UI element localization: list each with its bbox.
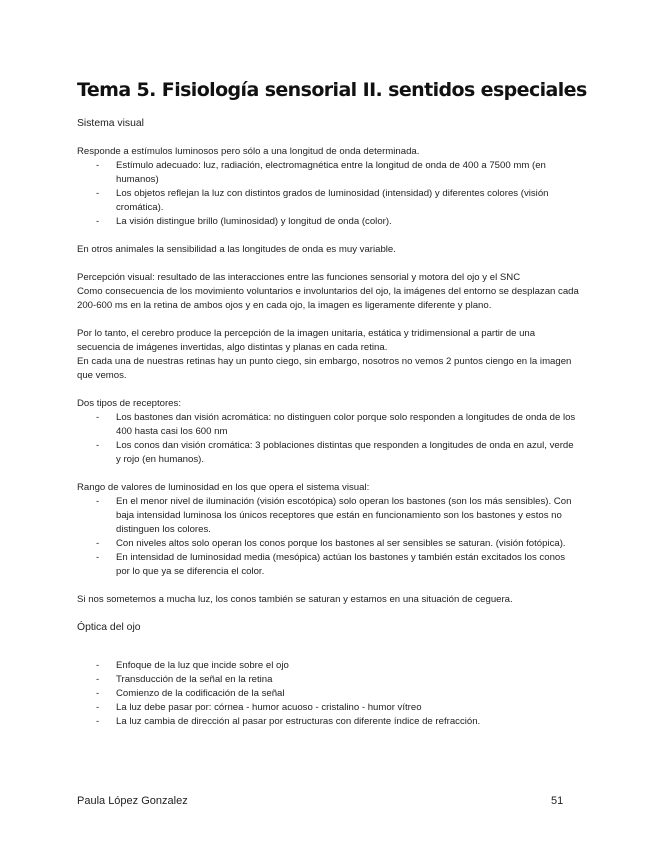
page-title: Tema 5. Fisiología sensorial II. sentidos especiales (77, 79, 587, 101)
optics-list (77, 659, 579, 729)
paragraph-brain-2: En cada una de nuestras retinas hay un punto ciego, sin embargo, nosotros no vemos 2 puntos ciengo en la imagen que vemos. (77, 356, 572, 381)
paragraph-brain-1: Por lo tanto, el cerebro produce la percepción de la imagen unitaria, estática y tridimensional a partir de una secuencia de imágenes invertidas, algo distintas y planas en cada retina. (77, 328, 536, 353)
paragraph-animals: En otros animales la sensibilidad a las longitudes de onda es muy variable. (77, 244, 396, 255)
paragraph-intro: Responde a estímulos luminosos pero sólo a una longitud de onda determinada. (77, 146, 420, 157)
list-item: - Enfoque de la luz que incide sobre el ojo (77, 659, 579, 673)
list-item: - Los bastones dan visión acromática: no distinguen color porque solo responden a longitudes de onda de los 400 hasta casi los 600 nm (77, 411, 579, 439)
list-item: - Transducción de la señal en la retina (77, 673, 579, 687)
page-content (77, 117, 579, 743)
paragraph-perception-2: Como consecuencia de los movimiento voluntarios e involuntarios del ojo, la imágenes del entorno se desplazan cada 200-600 ms en la retina de ambos ojos y en cada ojo, la imagen es ligeramente diferente y plano. (77, 286, 579, 311)
list-item: - La luz cambia de dirección al pasar por estructuras con diferente índice de refracción. (77, 715, 579, 729)
list-item: - En intensidad de luminosidad media (mesópica) actúan los bastones y también están excitados los conos por lo que ya se diferencia el color. (77, 551, 579, 579)
receptors-list (77, 411, 579, 467)
luminosity-range-list (77, 495, 579, 579)
footer-author: Paula López Gonzalez (77, 795, 188, 807)
paragraph-range-intro: Rango de valores de luminosidad en los que opera el sistema visual: (77, 482, 370, 493)
list-item: - Los conos dan visión cromática: 3 poblaciones distintas que responden a longitudes de onda en azul, verde y rojo (en humanos). (77, 439, 579, 467)
list-item: - La luz debe pasar por: córnea - humor acuoso - cristalino - humor vítreo (77, 701, 579, 715)
stimulus-list (77, 159, 579, 229)
list-item: - Estímulo adecuado: luz, radiación, electromagnética entre la longitud de onda de 400 a 7500 mm (en humanos) (77, 159, 579, 187)
footer-page-number: 51 (551, 795, 564, 807)
section-heading-eye-optics: Óptica del ojo (77, 622, 141, 633)
section-heading-visual-system: Sistema visual (77, 118, 144, 129)
list-item: - En el menor nivel de iluminación (visión escotópica) solo operan los bastones (son los más sensibles). Con baja intensidad luminosa los únicos receptores que están en funcionamiento son los bastones y estos no distinguen los colores. (77, 495, 579, 537)
list-item: - Los objetos reflejan la luz con distintos grados de luminosidad (intensidad) y diferentes colores (visión cromática). (77, 187, 579, 215)
paragraph-perception-1: Percepción visual: resultado de las interacciones entre las funciones sensorial y motora del ojo y el SNC (77, 272, 521, 283)
list-item: - La visión distingue brillo (luminosidad) y longitud de onda (color). (77, 215, 579, 229)
paragraph-receptors-intro: Dos tipos de receptores: (77, 398, 181, 409)
list-item: - Con niveles altos solo operan los conos porque los bastones al ser sensibles se saturan. (visión fotópica). (77, 537, 579, 551)
paragraph-blindness: Si nos sometemos a mucha luz, los conos también se saturan y estamos en una situación de ceguera. (77, 594, 513, 605)
list-item: - Comienzo de la codificación de la señal (77, 687, 579, 701)
